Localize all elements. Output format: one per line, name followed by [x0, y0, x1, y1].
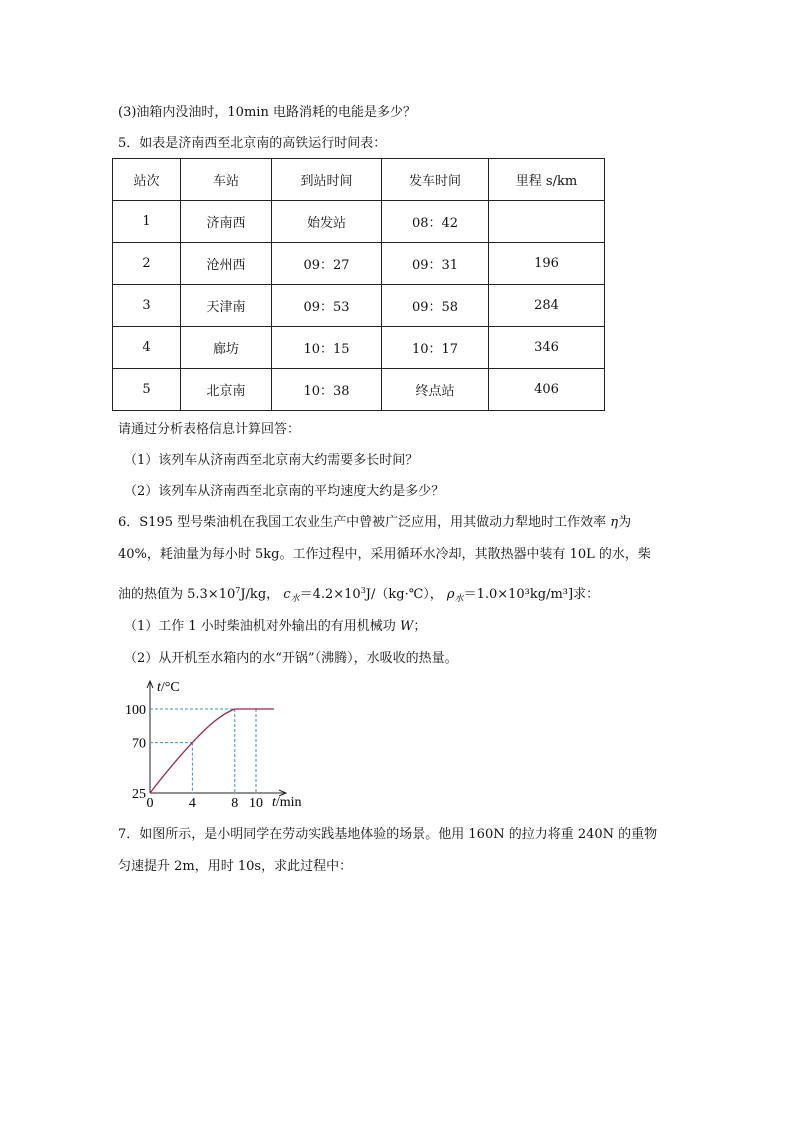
- table-row: [113, 369, 605, 411]
- table-cell: 4: [113, 327, 181, 369]
- y-axis-label: [157, 680, 180, 695]
- y-tick-label: 70: [132, 736, 146, 752]
- x-axis-label-var: t: [272, 795, 276, 810]
- table-cell: 406: [489, 369, 605, 411]
- temperature-time-chart: [120, 672, 320, 812]
- table-cell: 沧州西: [181, 243, 272, 285]
- chart-tick-labels: [125, 703, 263, 811]
- c-value-unit: J/（kg·℃），: [365, 587, 443, 602]
- header-cell: 到站时间: [272, 159, 382, 201]
- chart-axes: [147, 681, 286, 796]
- table-cell: 5: [113, 369, 181, 411]
- table-cell: 10：38: [272, 369, 382, 411]
- header-cell: 里程 s/km: [489, 159, 605, 201]
- chart-guides: [150, 709, 256, 793]
- c-subscript: 水: [290, 594, 300, 604]
- q5-prompt: 请通过分析表格信息计算回答：: [118, 422, 301, 437]
- table-cell: [489, 201, 605, 243]
- table-cell: 09：58: [382, 285, 489, 327]
- table-cell: 1: [113, 201, 181, 243]
- q6-part2: （2）从开机至水箱内的水“开锅”（沸腾），水吸收的热量。: [124, 651, 458, 666]
- table-cell: 08：42: [382, 201, 489, 243]
- x-tick-label: 4: [188, 796, 196, 811]
- q4-part3-text: (3)油箱内没油时，10min 电路消耗的电能是多少？: [118, 105, 416, 120]
- x-axis-label: [272, 795, 302, 810]
- table-cell: 10：17: [382, 327, 489, 369]
- q6-line1: [118, 514, 631, 532]
- header-cell: 车站: [181, 159, 272, 201]
- q6-part1: [124, 618, 426, 636]
- eta-symbol: η: [610, 515, 619, 530]
- exponent: 3: [360, 586, 366, 595]
- w-symbol: W: [399, 619, 414, 634]
- y-tick-label: 100: [125, 703, 146, 718]
- exponent: 7: [235, 586, 241, 595]
- q6-line3: [118, 582, 599, 608]
- q5-part2: （2）该列车从济南西至北京南的平均速度大约是多少？: [124, 484, 445, 499]
- table-cell: 09：31: [382, 243, 489, 285]
- q6-line1-text: 6．S195 型号柴油机在我国工农业生产中曾被广泛应用，用其做动力犁地时工作效率: [118, 515, 611, 530]
- q7-line2: 匀速提升 2m，用时 10s，求此过程中：: [118, 859, 353, 874]
- table-cell: 3: [113, 285, 181, 327]
- q5-intro: 5．如表是济南西至北京南的高铁运行时间表：: [118, 136, 387, 151]
- table-cell: 廊坊: [181, 327, 272, 369]
- table-cell: 天津南: [181, 285, 272, 327]
- rho-value-text: ＝1.0×10³kg/m³]求：: [463, 587, 600, 602]
- table-cell: 10：15: [272, 327, 382, 369]
- q5-part1: （1）该列车从济南西至北京南大约需要多长时间？: [124, 453, 419, 468]
- table-cell: 济南西: [181, 201, 272, 243]
- y-axis-label-var: t: [157, 680, 161, 695]
- table-cell: 09：53: [272, 285, 382, 327]
- c-value-text: ＝4.2×10: [299, 587, 361, 602]
- rho-subscript: 水: [454, 594, 464, 604]
- table-row: [113, 201, 605, 243]
- c-symbol: c: [283, 587, 291, 602]
- header-cell: 发车时间: [382, 159, 489, 201]
- table-cell: 09：27: [272, 243, 382, 285]
- table-cell: 196: [489, 243, 605, 285]
- timetable: [112, 158, 605, 411]
- q6-line1-end: 为: [618, 515, 632, 530]
- heat-value-text: 油的热值为 5.3×10: [118, 587, 236, 602]
- heat-value-unit: J/kg，: [240, 587, 280, 602]
- table-cell: 终点站: [382, 369, 489, 411]
- table-cell: 北京南: [181, 369, 272, 411]
- q6-part1-end: ；: [413, 619, 427, 634]
- temperature-curve: [150, 709, 274, 793]
- table-row: [113, 327, 605, 369]
- q6-part1-text: （1）工作 1 小时柴油机对外输出的有用机械功: [124, 619, 400, 634]
- x-tick-label: 8: [231, 796, 239, 811]
- header-cell: 站次: [113, 159, 181, 201]
- table-cell: 2: [113, 243, 181, 285]
- x-tick-label: 0: [146, 796, 154, 811]
- table-cell: 284: [489, 285, 605, 327]
- q6-line2: 40%，耗油量为每小时 5kg。工作过程中，采用循环水冷却，其散热器中装有 10L 的水，柴: [118, 547, 651, 562]
- table-cell: 始发站: [272, 201, 382, 243]
- x-tick-label: 10: [249, 796, 263, 811]
- rho-symbol: ρ: [446, 587, 455, 602]
- y-tick-label: 25: [132, 787, 146, 802]
- table-cell: 346: [489, 327, 605, 369]
- table-header-row: [113, 159, 605, 201]
- q7-line1: 7．如图所示，是小明同学在劳动实践基地体验的场景。他用 160N 的拉力将重 240N 的重物: [118, 827, 658, 842]
- x-axis-label-unit: /min: [275, 795, 302, 810]
- table-row: [113, 285, 605, 327]
- y-axis-label-unit: /°C: [160, 680, 180, 695]
- table-row: [113, 243, 605, 285]
